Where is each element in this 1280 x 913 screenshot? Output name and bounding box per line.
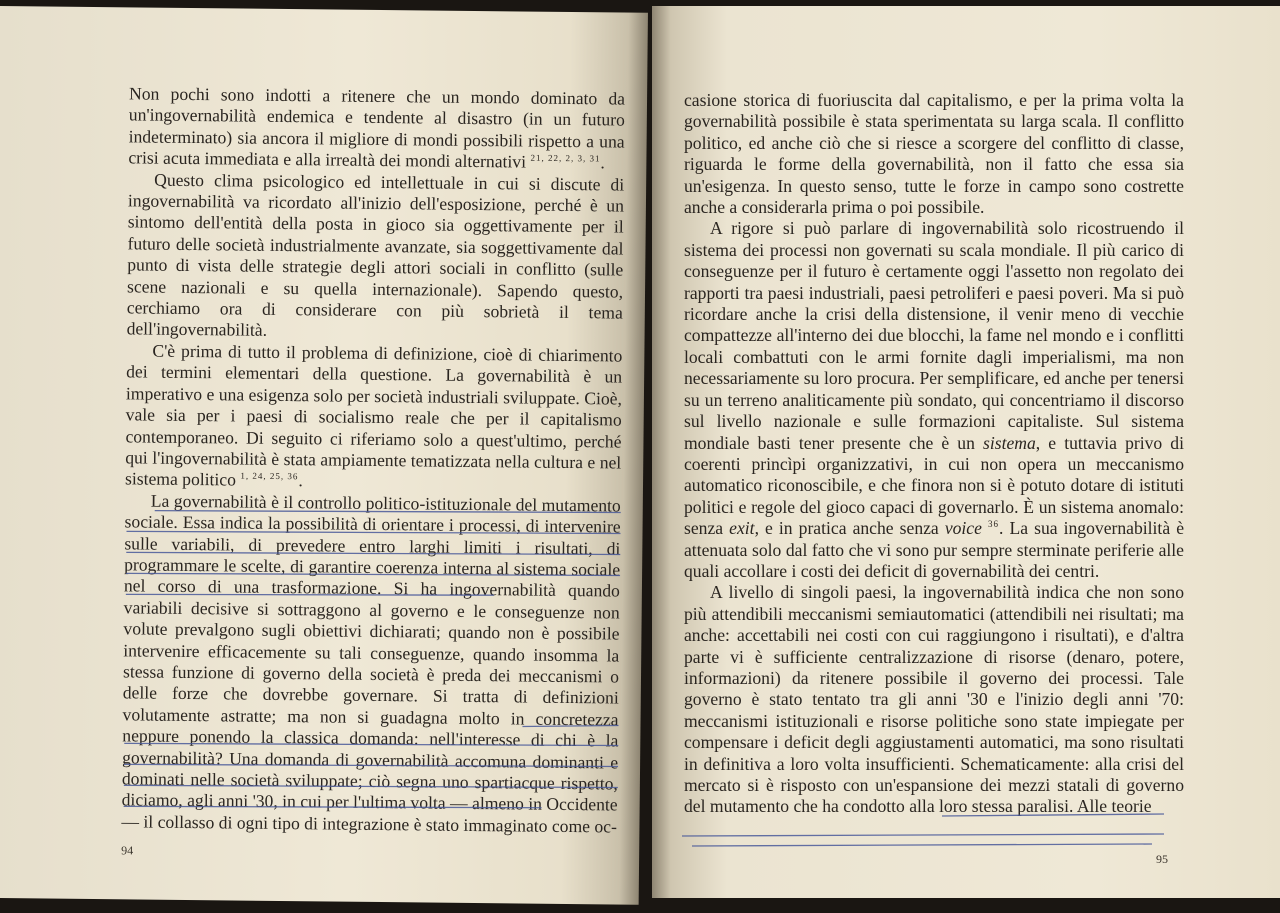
right-paragraph-3: A livello di singoli paesi, la ingovernabilità indica che non sono più attendibili meccanismi semiautomatici (attendibili nei risultati; ma anche: accettabili nei costi con cui raggiungono i risultati), e d'altra parte vi è sufficiente centralizzazione di risorse (denaro, potere, informazioni) da ritenere possibile il governo dei processi. Tale governo è stato tentato tra gli anni '30 e l'inizio degli anni '70: meccanismi istituzionali e risorse politiche sono state impiegate per compensare i deficit degli aggiustamenti automatici, ma sono risultati in definitiva a loro volta insufficienti. Schematicamente: alla crisi del mercato si è risposto con un'espansione dei mezzi statali di governo del mutamento che ha condotto alla loro stessa paralisi. Alle teorie (684, 582, 1184, 817)
left-paragraph-3: C'è prima di tutto il problema di definizione, cioè di chiarimento dei termini elementari della questione. La governabilità è un imperativo e una esigenza solo per società industriali sviluppate. Cioè, vale sia per i paesi di socialismo reale che per il capitalismo contemporaneo. Di seguito ci riferiamo solo a quest'ultimo, perché qui l'ingovernabilità è stata ampiamente tematizzata nella cultura e nel sistema politico $^{1, 24, 25, 36}$. (124, 340, 623, 491)
pen-underline (682, 834, 1164, 836)
right-page (652, 6, 1280, 898)
right-text-column (684, 90, 1184, 818)
left-paragraph-1: Non pochi sono indotti a ritenere che un mondo dominato da un'ingovernabilità endemica e tendente al disastro (in un futuro indeterminato) sia ancora il migliore di mondi possibili rispetto a una crisi acuta immediata e alla irrealtà dei mondi alternativi $^{21, 22, 2, 3, 31}$. (128, 83, 626, 173)
reference-numbers: 21, 22, 2, 3, 31 (530, 152, 601, 164)
pen-underline (692, 844, 1152, 846)
right-paragraph-1: casione storica di fuoriuscita dal capitalismo, e per la prima volta la governabilità possibile è stata sperimentata su larga scala. Il conflitto politico, ed anche ciò che si riesce a scorgere del conflitto di classe, riguarda le forme della governabilità, non il fatto che essa sia un'esigenza. In questo senso, tutte le forze in campo sono costrette anche a considerarla prima o poi possibile. (684, 90, 1184, 218)
left-page (0, 6, 648, 905)
right-paragraph-2: A rigore si può parlare di ingovernabilità solo ricostruendo il sistema dei processi non governati su scala mondiale. Il più carico di conseguenze per il futuro è certamente oggi l'assetto non regolato dei rapporti tra paesi industriali, paesi petroliferi e paesi poveri. Ma si può ricordare anche la crisi della distensione, il venir meno di vecchie compattezze all'interno dei due blocchi, la fame nel mondo e i conflitti locali combattuti con le armi fornite dagli imperialismi, ma non necessariamente su loro procura. Per semplificare, ed anche per tenersi su un terreno analiticamente più sondato, qui concentriamo il discorso sul livello nazionale e sulle formazioni capitaliste. Sul sistema mondiale basti tener presente che è un sistema, e tuttavia privo di coerenti princìpi organizzativi, in cui non opera un meccanismo automatico riconoscibile, e che finora non si è potuto dotare di istituti politici e regole del gioco capaci di governarlo. È un sistema anomalo: senza exit, e in pratica anche senza voice $^{36}$. La sua ingovernabilità è attenuata solo dal fatto che vi sono pur sempre sterminate periferie alle quali accollare i costi dei deficit di governabilità dei centri. (684, 218, 1184, 581)
page-number-left: 94 (121, 843, 134, 858)
page-number-right: 95 (1156, 852, 1168, 866)
reference-numbers: 1, 24, 25, 36 (240, 470, 299, 482)
left-paragraph-2: Questo clima psicologico ed intellettuale in cui si discute di ingovernabilità va ricordato all'inizio dell'esposizione, perché è un sintomo dell'entità della posta in gioco sia oggettivamente per il futuro delle società industrialmente avanzate, sia soggettivamente dal punto di vista delle strategie degli attori sociali in conflitto (sulle scene nazionali e su quella internazionale). Sapendo questo, cerchiamo ora di considerare con più sobrietà il tema dell'ingovernabilità. (126, 169, 625, 341)
left-paragraph-4: La governabilità è il controllo politico-istituzionale del mutamento sociale. Essa indica la possibilità di orientare i processi, di intervenire sulle variabili, di prevedere entro larghi limiti i risultati, di programmare le scelte, di garantire coerenza interna al sistema sociale nel corso di una trasformazione. Si ha ingovernabilità quando variabili decisive si sottraggono al governo e le conseguenze non volute prevalgono sugli obiettivi dichiarati; quando non è possibile intervenire efficacemente su tali conseguenze, quando insomma la stessa funzione di governo della società è preda dei meccanismi o delle forze che dovrebbe governare. Si tratta di definizioni volutamente astratte; ma non si guadagna molto in concretezza neppure ponendo la classica domanda: nell'interesse di chi è la governabilità? Una domanda di governabilità accomuna dominanti e dominati nelle società sviluppate; ciò segna uno spartiacque rispetto, diciamo, agli anni '30, in cui per l'ultima volta — almeno in Occidente — il collasso di ogni tipo di integrazione è stato immaginato come oc- (121, 490, 621, 837)
left-text-column (121, 83, 625, 837)
